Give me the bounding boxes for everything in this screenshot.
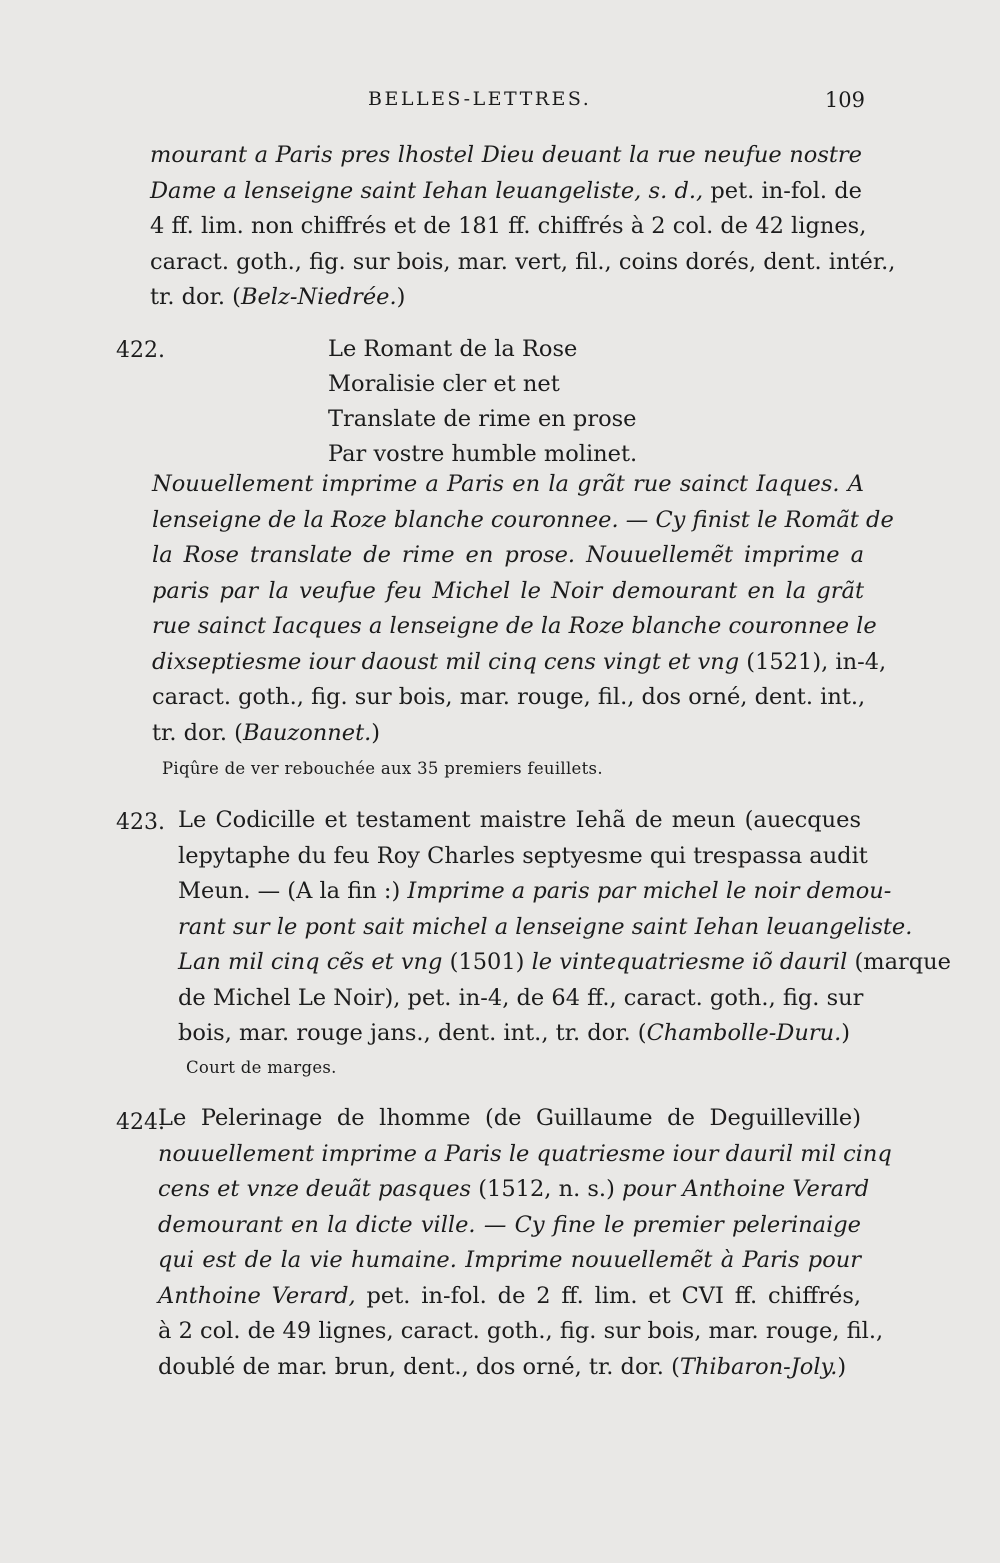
text-line (150, 245, 896, 281)
italic-run: Imprime a paris par michel le noir demou- (407, 878, 892, 904)
text-run: lepytaphe du feu Roy Charles septyesme qui trespassa audit (178, 842, 868, 869)
text-line (152, 680, 864, 716)
text-line (178, 839, 868, 875)
text-run: (1521), in-4, (739, 648, 887, 675)
text-run: ) (841, 1020, 851, 1046)
text-line (152, 538, 864, 574)
entry-note: Piqûre de ver rebouchée aux 35 premiers feuillets. (162, 759, 603, 778)
page-number: 109 (824, 88, 865, 112)
text-run: tr. dor. ( (150, 284, 241, 310)
italic-run: Nouuellement imprime a Paris en la grãt rue sainct Iaques. A (152, 471, 864, 497)
text-line (178, 981, 864, 1017)
text-run: (marque (847, 949, 951, 975)
italic-run: cens et vnze deuãt pasques (158, 1176, 472, 1202)
text-line (152, 574, 864, 610)
text-line (152, 503, 894, 539)
text-line (150, 174, 862, 210)
text-run: ) (371, 719, 381, 746)
text-line (150, 138, 862, 174)
italic-run: le vintequatriesme iõ dauril (531, 949, 848, 975)
text-run: caract. goth., fig. sur bois, mar. vert, fil., coins dorés, dent. intér., (150, 248, 896, 275)
text-line (178, 945, 951, 981)
text-run: de Michel Le Noir), pet. in-4, de 64 ff., caract. goth., fig. sur (178, 984, 864, 1011)
text-line (178, 803, 861, 839)
text-run: doublé de mar. brun, dent., dos orné, tr. dor. ( (158, 1353, 680, 1380)
entry-number: 422. (116, 338, 165, 363)
text-run: pet. in-fol. de 2 ff. lim. et CVI ff. chiffrés, (355, 1282, 862, 1309)
verse-title (328, 332, 637, 472)
text-line (158, 1350, 861, 1386)
entry-422-text (152, 467, 894, 751)
text-run: (1512, n. s.) (471, 1176, 622, 1202)
text-run: tr. dor. ( (152, 719, 243, 746)
text-line (158, 1243, 861, 1279)
text-line (150, 280, 862, 316)
text-line (178, 910, 913, 946)
italic-run: Dame a lenseigne saint Iehan leuangeliste, s. d., (150, 177, 704, 204)
italic-run: Bauzonnet. (242, 719, 372, 746)
text-run: caract. goth., fig. sur bois, mar. rouge, fil., dos orné, dent. int., (152, 684, 866, 710)
italic-run: Anthoine Verard, (158, 1282, 356, 1309)
italic-run: paris par la veufue feu Michel le Noir demourant en la grãt (152, 577, 864, 604)
italic-run: demourant en la dicte ville. — Cy fine le premier pelerinaige (158, 1211, 861, 1238)
italic-run: Belz-Niedrée. (240, 284, 397, 310)
text-line (152, 467, 864, 503)
italic-run: qui est de la vie humaine. Imprime nouuellemẽt à Paris pour (158, 1247, 861, 1273)
page-header (150, 88, 865, 118)
text-run: ) (837, 1353, 847, 1380)
text-run: (1501) (442, 949, 532, 975)
entry-number: 423. (116, 810, 165, 835)
entry-424-text (158, 1101, 892, 1385)
verse-line: Moralisie cler et net (328, 371, 560, 397)
italic-run: la Rose translate de rime en prose. Nouuellemẽt imprime a (152, 542, 864, 568)
verse-line: Le Romant de la Rose (328, 336, 578, 362)
text-line (152, 645, 887, 681)
entry-note: Court de marges. (186, 1058, 337, 1077)
text-line (150, 209, 867, 245)
text-line (158, 1279, 861, 1315)
text-run: 4 ff. lim. non chiffrés et de 181 ff. chiffrés à 2 col. de 42 lignes, (150, 213, 867, 239)
entry-423-text (178, 803, 951, 1052)
text-line (152, 609, 877, 645)
text-line (152, 716, 864, 752)
entry-number: 424. (116, 1110, 165, 1135)
italic-run: Thibaron-Joly. (679, 1353, 838, 1380)
text-run: bois, mar. rouge jans., dent. int., tr. dor. ( (178, 1020, 647, 1046)
italic-run: dixseptiesme iour daoust mil cinq cens vingt et vng (152, 648, 740, 675)
italic-run: rant sur le pont sait michel a lenseigne saint Iehan leuangeliste. (178, 913, 913, 940)
italic-run: lenseigne de la Roze blanche couronnee. — Cy finist le Romãt de (152, 506, 894, 533)
text-run: Meun. — (A la fin :) (178, 878, 408, 904)
text-run: Le Pelerinage de lhomme (de Guillaume de Deguilleville) (158, 1105, 861, 1131)
text-line (178, 1016, 861, 1052)
text-run: Le Codicille et testament maistre Iehã de meun (auecques (178, 807, 861, 833)
italic-run: rue sainct Iacques a lenseigne de la Roze blanche couronnee le (152, 613, 877, 639)
verse-line: Par vostre humble molinet. (328, 441, 638, 467)
text-line (158, 1314, 884, 1350)
italic-run: Lan mil cinq cẽs et vng (178, 949, 443, 975)
text-run: pet. in-fol. de (703, 177, 863, 204)
running-title: BELLES-LETTRES. (368, 88, 592, 110)
text-run: ) (396, 284, 406, 310)
continuation-text (150, 138, 896, 316)
text-line (158, 1137, 892, 1173)
text-line (158, 1208, 861, 1244)
italic-run: nouuellement imprime a Paris le quatriesme iour dauril mil cinq (158, 1140, 892, 1167)
verse-line: Translate de rime en prose (328, 406, 637, 432)
italic-run: mourant a Paris pres lhostel Dieu deuant la rue neufue nostre (150, 142, 862, 168)
text-run: à 2 col. de 49 lignes, caract. goth., fig. sur bois, mar. rouge, fil., (158, 1318, 884, 1344)
italic-run: Chambolle-Duru. (646, 1020, 842, 1046)
italic-run: pour Anthoine Verard (622, 1176, 870, 1202)
text-line (158, 1101, 861, 1137)
text-line (178, 874, 892, 910)
text-line (158, 1172, 870, 1208)
